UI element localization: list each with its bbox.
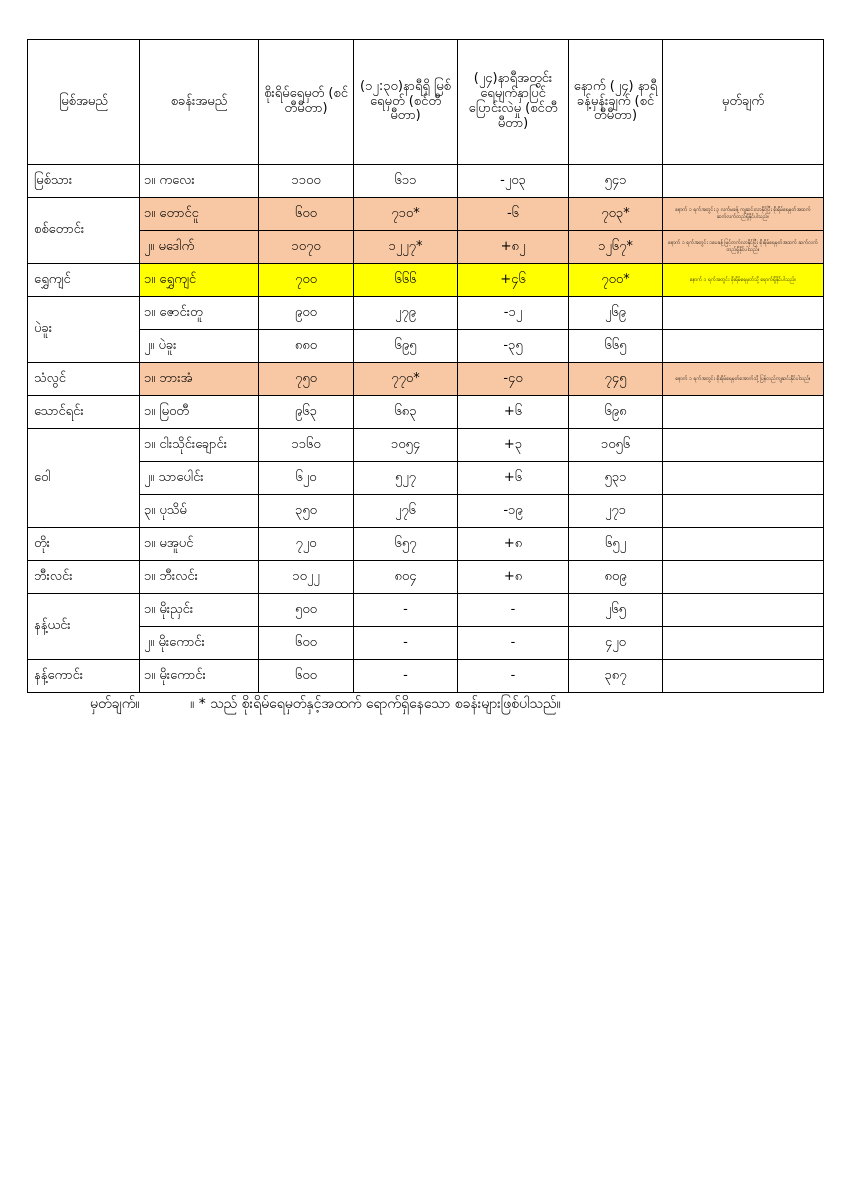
table-row (28, 627, 824, 660)
table-row (28, 231, 824, 264)
footnote-label: မှတ်ချက်။ (90, 696, 140, 712)
table-row (28, 660, 824, 693)
forecast-cell: ၅၄၁ (569, 165, 663, 198)
header-river: မြစ်အမည် (28, 40, 140, 165)
remark-cell: နောက် ၁ ရက်အတွင်း ၃ လက်မခန့် ကျဆင်းလာနိုင်ပြီး စိုးရိမ်ရေမှတ်အထက် ဆက်လက်တည်ရှိနိုင်ပါသည်။ (663, 198, 824, 231)
current-level-cell: ၁၂၂၇* (354, 231, 458, 264)
forecast-cell: ၂၆၉ (569, 297, 663, 330)
change-cell: - (458, 627, 569, 660)
station-cell: ၂။ ပဲခူး (140, 330, 259, 363)
remark-cell (663, 561, 824, 594)
river-cell: ဝေါ (28, 429, 140, 528)
forecast-cell: ၁၀၅၆ (569, 429, 663, 462)
danger-level-cell: ၇၅၀ (259, 363, 354, 396)
danger-level-cell: ၆၂၀ (259, 462, 354, 495)
station-cell: ၁။ ဇောင်းတူ (140, 297, 259, 330)
forecast-cell: ၁၂၆၇* (569, 231, 663, 264)
forecast-cell: ၆၉၈ (569, 396, 663, 429)
danger-level-cell: ၈၈၀ (259, 330, 354, 363)
river-cell: ပဲခူး (28, 297, 140, 363)
danger-level-cell: ၉၆၃ (259, 396, 354, 429)
current-level-cell: - (354, 660, 458, 693)
header-danger-level: စိုးရိမ်ရေမှတ် (စင်တီမီတာ) (259, 40, 354, 165)
table-row (28, 330, 824, 363)
table-row (28, 495, 824, 528)
header-forecast: နောက် (၂၄) နာရီ ခန့်မှန်းချက် (စင်တီမီတာ) (569, 40, 663, 165)
remark-cell (663, 528, 824, 561)
forecast-cell: ၅၃၁ (569, 462, 663, 495)
footnote (90, 694, 790, 715)
current-level-cell: ၆၉၅ (354, 330, 458, 363)
change-cell: -၁၂ (458, 297, 569, 330)
forecast-cell: ၇၄၅ (569, 363, 663, 396)
table-body (28, 165, 824, 693)
change-cell: -၆ (458, 198, 569, 231)
remark-cell (663, 462, 824, 495)
water-level-table (27, 39, 824, 693)
danger-level-cell: ၁၀၂၂ (259, 561, 354, 594)
table-row (28, 594, 824, 627)
danger-level-cell: ၃၅၀ (259, 495, 354, 528)
remark-cell: နောက် ၁ ရက်အတွင်း စိုးရိမ်ရေမှတ်သို့ ရောက်ရှိနိုင်ပါသည်။ (663, 264, 824, 297)
remark-cell: နောက် ၁ ရက်အတွင်း ၁ပေခန့် မြင့်တက်လာနိုင်ပြီး စိုးရိမ်ရေမှတ်အထက် ဆက်လက်တည်ရှိနိုင်ပါသည်။ (663, 231, 824, 264)
change-cell: +၆ (458, 462, 569, 495)
river-cell: တိုး (28, 528, 140, 561)
forecast-cell: ၇၀၀* (569, 264, 663, 297)
station-cell: ၁။ ဘီးလင်း (140, 561, 259, 594)
station-cell: ၁။ မအူပင် (140, 528, 259, 561)
remark-cell: နောက် ၁ ရက်အတွင်း စိုးရိမ်ရေမှတ်အောက်သို့ ပြန်လည်ကျဆင်းနိုင်ပါသည်။ (663, 363, 824, 396)
forecast-cell: ၂၆၅ (569, 594, 663, 627)
remark-cell (663, 429, 824, 462)
danger-level-cell: ၁၀၇၀ (259, 231, 354, 264)
remark-cell (663, 594, 824, 627)
danger-level-cell: ၁၁၆၀ (259, 429, 354, 462)
table-row (28, 429, 824, 462)
station-cell: ၁။ မိုးကောင်း (140, 660, 259, 693)
danger-level-cell: ၉၀၀ (259, 297, 354, 330)
current-level-cell: ၆၁၁ (354, 165, 458, 198)
current-level-cell: ၅၂၇ (354, 462, 458, 495)
change-cell: +၆ (458, 396, 569, 429)
station-cell: ၁။ ရွှေကျင် (140, 264, 259, 297)
header-24h-change: (၂၄)နာရီအတွင်း ရေမျက်နှာပြင် ပြောင်းလဲမှု (စင်တီမီတာ) (458, 40, 569, 165)
change-cell: +၈ (458, 528, 569, 561)
remark-cell (663, 330, 824, 363)
table-row (28, 528, 824, 561)
table-row (28, 363, 824, 396)
current-level-cell: ၆၅၇ (354, 528, 458, 561)
danger-level-cell: ၅၀၀ (259, 594, 354, 627)
table-row (28, 264, 824, 297)
forecast-cell: ၇၀၃* (569, 198, 663, 231)
current-level-cell: ၂၇၉ (354, 297, 458, 330)
remark-cell (663, 627, 824, 660)
remark-cell (663, 396, 824, 429)
change-cell: +၈၂ (458, 231, 569, 264)
danger-level-cell: ၇၀၀ (259, 264, 354, 297)
change-cell: - (458, 594, 569, 627)
river-cell: ဘီးလင်း (28, 561, 140, 594)
table-row (28, 198, 824, 231)
change-cell: +၈ (458, 561, 569, 594)
table-row (28, 561, 824, 594)
change-cell: - (458, 660, 569, 693)
current-level-cell: ၆၆၆ (354, 264, 458, 297)
change-cell: -၂၀၃ (458, 165, 569, 198)
forecast-cell: ၈၀၉ (569, 561, 663, 594)
river-cell: ရွှေကျင် (28, 264, 140, 297)
danger-level-cell: ၆၀၀ (259, 198, 354, 231)
station-cell: ၂။ မဒေါက် (140, 231, 259, 264)
change-cell: -၃၅ (458, 330, 569, 363)
current-level-cell: ၆၈၃ (354, 396, 458, 429)
danger-level-cell: ၆၀၀ (259, 627, 354, 660)
station-cell: ၂။ မိုးကောင်း (140, 627, 259, 660)
current-level-cell: - (354, 627, 458, 660)
current-level-cell: ၇၁၀* (354, 198, 458, 231)
river-cell: နန့်ကောင်း (28, 660, 140, 693)
danger-level-cell: ၇၂၀ (259, 528, 354, 561)
remark-cell (663, 165, 824, 198)
forecast-cell: ၆၆၅ (569, 330, 663, 363)
river-cell: စစ်တောင်း (28, 198, 140, 264)
station-cell: ၁။ ငါးသိုင်းချောင်း (140, 429, 259, 462)
footnote-text: ။ * သည် စိုးရိမ်ရေမှတ်နှင့်အထက် ရောက်ရှိနေသော စခန်းများဖြစ်ပါသည်။ (190, 696, 561, 712)
table-row (28, 396, 824, 429)
station-cell: ၁။ မြဝတီ (140, 396, 259, 429)
forecast-cell: ၃၈၇ (569, 660, 663, 693)
station-cell: ၁။ မိုးညှင်း (140, 594, 259, 627)
current-level-cell: ၂၇၆ (354, 495, 458, 528)
remark-cell (663, 297, 824, 330)
header-row (28, 40, 824, 165)
station-cell: ၂။ သာပေါင်း (140, 462, 259, 495)
header-station: စခန်းအမည် (140, 40, 259, 165)
change-cell: +၃ (458, 429, 569, 462)
station-cell: ၃။ ပုသိမ် (140, 495, 259, 528)
remark-cell (663, 495, 824, 528)
danger-level-cell: ၆၀၀ (259, 660, 354, 693)
station-cell: ၁။ တောင်ငူ (140, 198, 259, 231)
change-cell: +၄၆ (458, 264, 569, 297)
river-cell: မြစ်သား (28, 165, 140, 198)
current-level-cell: - (354, 594, 458, 627)
forecast-cell: ၆၅၂ (569, 528, 663, 561)
change-cell: -၄၀ (458, 363, 569, 396)
river-cell: နန့်ယင်း (28, 594, 140, 660)
table-row (28, 297, 824, 330)
current-level-cell: ၁၀၅၄ (354, 429, 458, 462)
station-cell: ၁။ ကလေး (140, 165, 259, 198)
header-current-level: (၁၂:၃၀)နာရီရှိ မြစ်ရေမှတ် (စင်တီမီတာ) (354, 40, 458, 165)
station-cell: ၁။ ဘားအံ (140, 363, 259, 396)
change-cell: -၁၉ (458, 495, 569, 528)
current-level-cell: ၈၀၄ (354, 561, 458, 594)
danger-level-cell: ၁၁၀၀ (259, 165, 354, 198)
river-cell: သံလွင် (28, 363, 140, 396)
forecast-cell: ၄၂၀ (569, 627, 663, 660)
table-row (28, 462, 824, 495)
remark-cell (663, 660, 824, 693)
current-level-cell: ၇၇၀* (354, 363, 458, 396)
table-row (28, 165, 824, 198)
river-cell: သောင်ရင်း (28, 396, 140, 429)
header-remark: မှတ်ချက် (663, 40, 824, 165)
forecast-cell: ၂၇၁ (569, 495, 663, 528)
